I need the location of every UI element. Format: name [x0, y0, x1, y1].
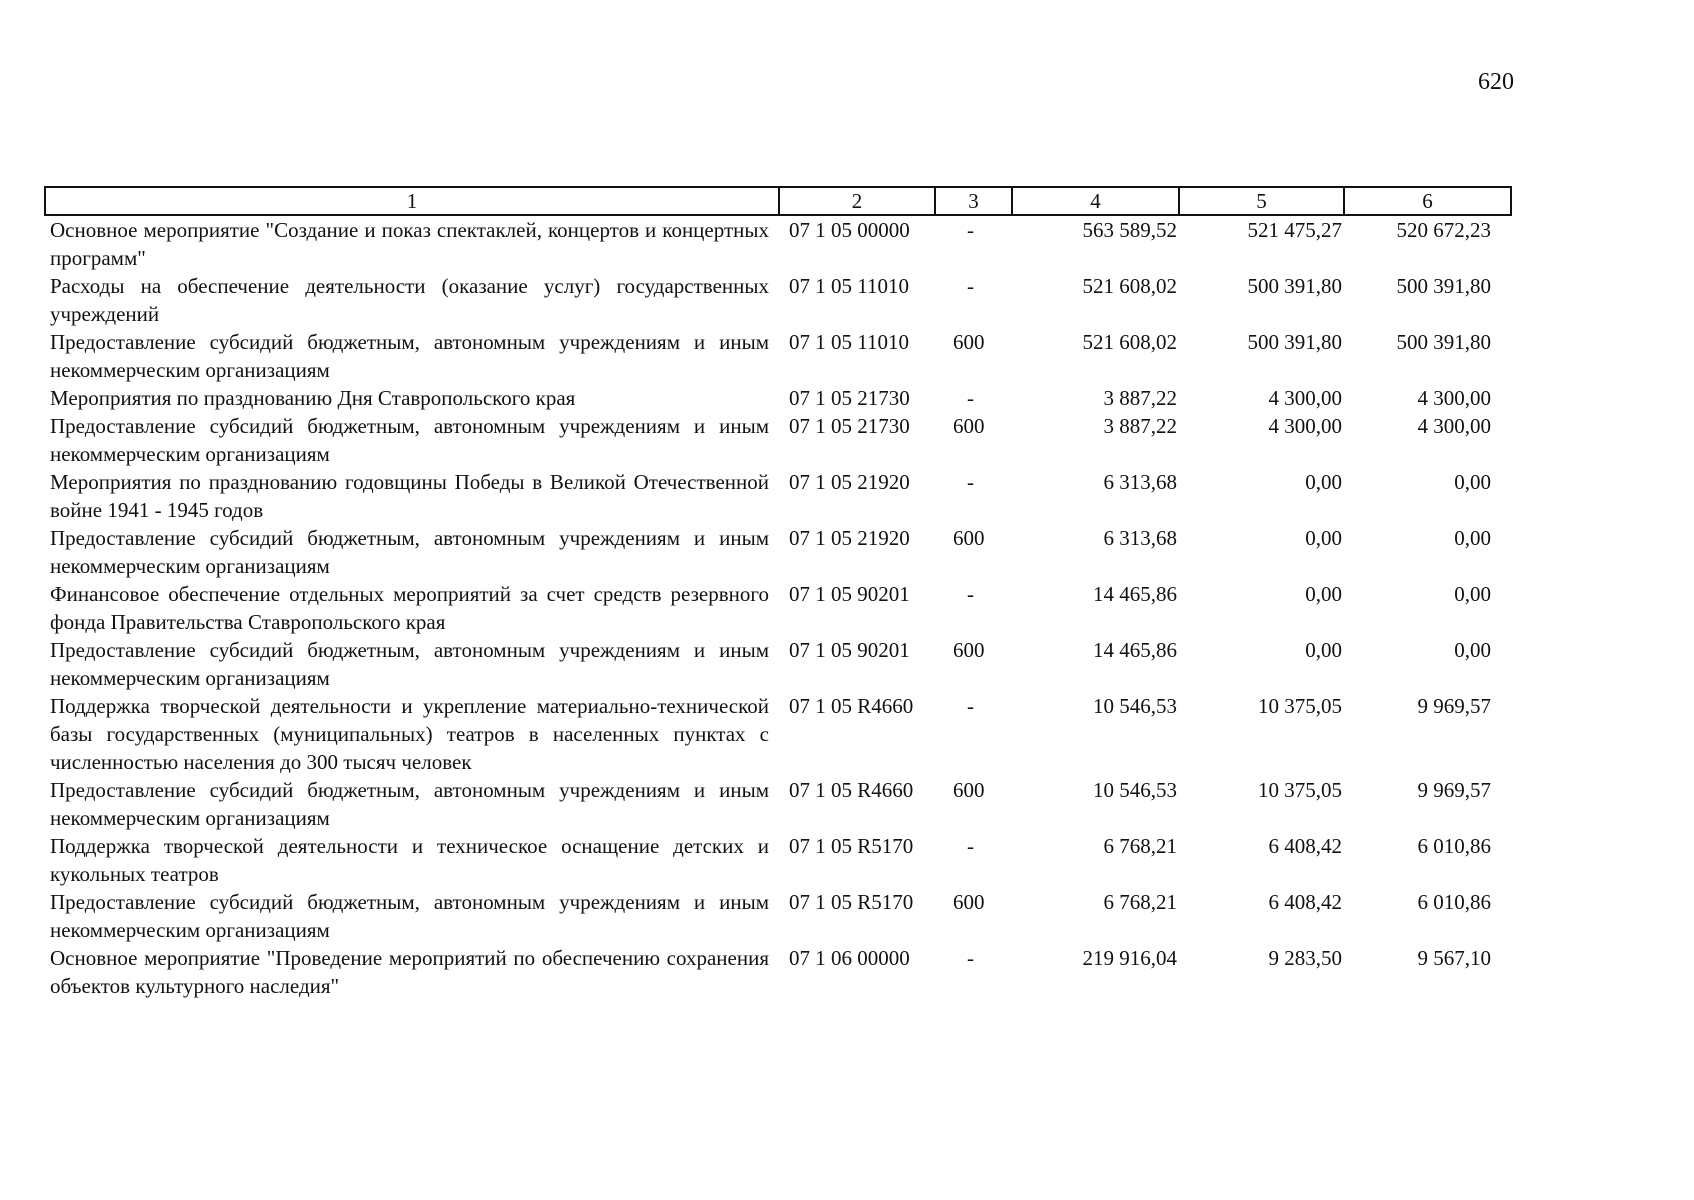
row-expense-type: 600 [953, 414, 985, 438]
row-value-col6: 0,00 [1454, 526, 1491, 550]
table-body [45, 215, 1511, 1000]
row-value-col4: 14 465,86 [1093, 582, 1177, 606]
row-value-col4: 10 546,53 [1093, 694, 1177, 718]
table-row [45, 944, 1511, 1000]
row-name: Мероприятия по празднованию Дня Ставропольского края [50, 386, 576, 410]
row-code: 07 1 05 21730 [789, 386, 910, 410]
table-row [45, 888, 1511, 944]
row-value-col6: 0,00 [1454, 638, 1491, 662]
column-header-4: 4 [1012, 187, 1179, 215]
row-name: Расходы на обеспечение деятельности (оказание услуг) государственных учреждений [50, 274, 769, 326]
row-value-col4: 14 465,86 [1093, 638, 1177, 662]
row-value-col6: 0,00 [1454, 582, 1491, 606]
row-name: Мероприятия по празднованию годовщины Победы в Великой Отечественной войне 1941 - 1945 годов [50, 470, 769, 522]
row-code: 07 1 05 90201 [789, 638, 910, 662]
row-code: 07 1 05 R5170 [789, 890, 914, 914]
row-value-col6: 4 300,00 [1417, 414, 1491, 438]
table-row [45, 328, 1511, 384]
row-value-col4: 6 768,21 [1103, 834, 1177, 858]
row-value-col5: 0,00 [1305, 470, 1342, 494]
row-value-col4: 219 916,04 [1082, 946, 1177, 970]
row-value-col5: 500 391,80 [1247, 330, 1342, 354]
row-code: 07 1 06 00000 [789, 946, 910, 970]
row-value-col5: 4 300,00 [1268, 386, 1342, 410]
column-header-5: 5 [1179, 187, 1344, 215]
row-code: 07 1 05 21730 [789, 414, 910, 438]
row-code: 07 1 05 00000 [789, 218, 910, 242]
row-expense-type: - [967, 470, 974, 494]
table-row [45, 215, 1511, 272]
row-value-col5: 10 375,05 [1258, 778, 1342, 802]
row-value-col4: 6 768,21 [1103, 890, 1177, 914]
row-name: Поддержка творческой деятельности и техническое оснащение детских и кукольных театров [50, 834, 769, 886]
table-row [45, 524, 1511, 580]
row-name: Предоставление субсидий бюджетным, автономным учреждениям и иным некоммерческим организациям [50, 890, 769, 942]
row-name: Предоставление субсидий бюджетным, автономным учреждениям и иным некоммерческим организациям [50, 526, 769, 578]
row-value-col6: 500 391,80 [1396, 274, 1491, 298]
row-expense-type: - [967, 218, 974, 242]
row-name: Предоставление субсидий бюджетным, автономным учреждениям и иным некоммерческим организациям [50, 330, 769, 382]
row-expense-type: - [967, 274, 974, 298]
row-value-col5: 6 408,42 [1268, 834, 1342, 858]
row-expense-type: - [967, 694, 974, 718]
table-row [45, 468, 1511, 524]
row-code: 07 1 05 21920 [789, 526, 910, 550]
row-code: 07 1 05 90201 [789, 582, 910, 606]
table-row [45, 580, 1511, 636]
row-code: 07 1 05 R4660 [789, 694, 914, 718]
row-expense-type: 600 [953, 526, 985, 550]
table-row [45, 272, 1511, 328]
row-value-col6: 6 010,86 [1417, 890, 1491, 914]
row-value-col5: 4 300,00 [1268, 414, 1342, 438]
row-name: Финансовое обеспечение отдельных мероприятий за счет средств резервного фонда Правительства Ставропольского края [50, 582, 769, 634]
row-value-col5: 0,00 [1305, 526, 1342, 550]
row-code: 07 1 05 R5170 [789, 834, 914, 858]
row-value-col4: 3 887,22 [1103, 386, 1177, 410]
row-value-col6: 0,00 [1454, 470, 1491, 494]
row-name: Основное мероприятие "Проведение мероприятий по обеспечению сохранения объектов культурного наследия" [50, 946, 769, 998]
row-expense-type: - [967, 582, 974, 606]
row-value-col6: 9 969,57 [1417, 778, 1491, 802]
row-value-col5: 9 283,50 [1268, 946, 1342, 970]
row-value-col6: 9 969,57 [1417, 694, 1491, 718]
row-value-col6: 9 567,10 [1417, 946, 1491, 970]
budget-table [44, 186, 1512, 1000]
row-expense-type: 600 [953, 330, 985, 354]
row-value-col4: 521 608,02 [1082, 330, 1177, 354]
row-value-col5: 10 375,05 [1258, 694, 1342, 718]
row-value-col6: 520 672,23 [1396, 218, 1491, 242]
row-value-col6: 4 300,00 [1417, 386, 1491, 410]
row-name: Предоставление субсидий бюджетным, автономным учреждениям и иным некоммерческим организациям [50, 414, 769, 466]
row-code: 07 1 05 11010 [789, 330, 909, 354]
row-value-col5: 521 475,27 [1247, 218, 1342, 242]
column-header-1: 1 [45, 187, 779, 215]
row-value-col4: 563 589,52 [1082, 218, 1177, 242]
row-value-col5: 6 408,42 [1268, 890, 1342, 914]
row-expense-type: - [967, 946, 974, 970]
row-expense-type: - [967, 386, 974, 410]
row-value-col5: 0,00 [1305, 582, 1342, 606]
table-row [45, 412, 1511, 468]
row-value-col4: 10 546,53 [1093, 778, 1177, 802]
row-name: Основное мероприятие "Создание и показ спектаклей, концертов и концертных программ" [50, 218, 769, 270]
row-value-col4: 521 608,02 [1082, 274, 1177, 298]
row-value-col5: 0,00 [1305, 638, 1342, 662]
table-row [45, 832, 1511, 888]
row-value-col6: 6 010,86 [1417, 834, 1491, 858]
row-expense-type: 600 [953, 778, 985, 802]
page-number: 620 [1478, 69, 1514, 95]
row-expense-type: 600 [953, 890, 985, 914]
row-code: 07 1 05 21920 [789, 470, 910, 494]
row-value-col5: 500 391,80 [1247, 274, 1342, 298]
row-value-col4: 3 887,22 [1103, 414, 1177, 438]
row-code: 07 1 05 R4660 [789, 778, 914, 802]
table-row [45, 384, 1511, 412]
row-value-col6: 500 391,80 [1396, 330, 1491, 354]
table-header [45, 187, 1511, 215]
row-expense-type: - [967, 834, 974, 858]
column-header-6: 6 [1344, 187, 1511, 215]
row-name: Предоставление субсидий бюджетным, автономным учреждениям и иным некоммерческим организациям [50, 638, 769, 690]
row-code: 07 1 05 11010 [789, 274, 909, 298]
column-header-3: 3 [935, 187, 1012, 215]
header-row [45, 187, 1511, 215]
table-row [45, 692, 1511, 776]
row-value-col4: 6 313,68 [1103, 526, 1177, 550]
row-value-col4: 6 313,68 [1103, 470, 1177, 494]
row-expense-type: 600 [953, 638, 985, 662]
row-name: Поддержка творческой деятельности и укрепление материально-технической базы государственных (муниципальных) театров в населенных пунктах с численностью населения до 300 тысяч человек [50, 694, 769, 774]
table-row [45, 776, 1511, 832]
column-header-2: 2 [779, 187, 935, 215]
table-row [45, 636, 1511, 692]
row-name: Предоставление субсидий бюджетным, автономным учреждениям и иным некоммерческим организациям [50, 778, 769, 830]
